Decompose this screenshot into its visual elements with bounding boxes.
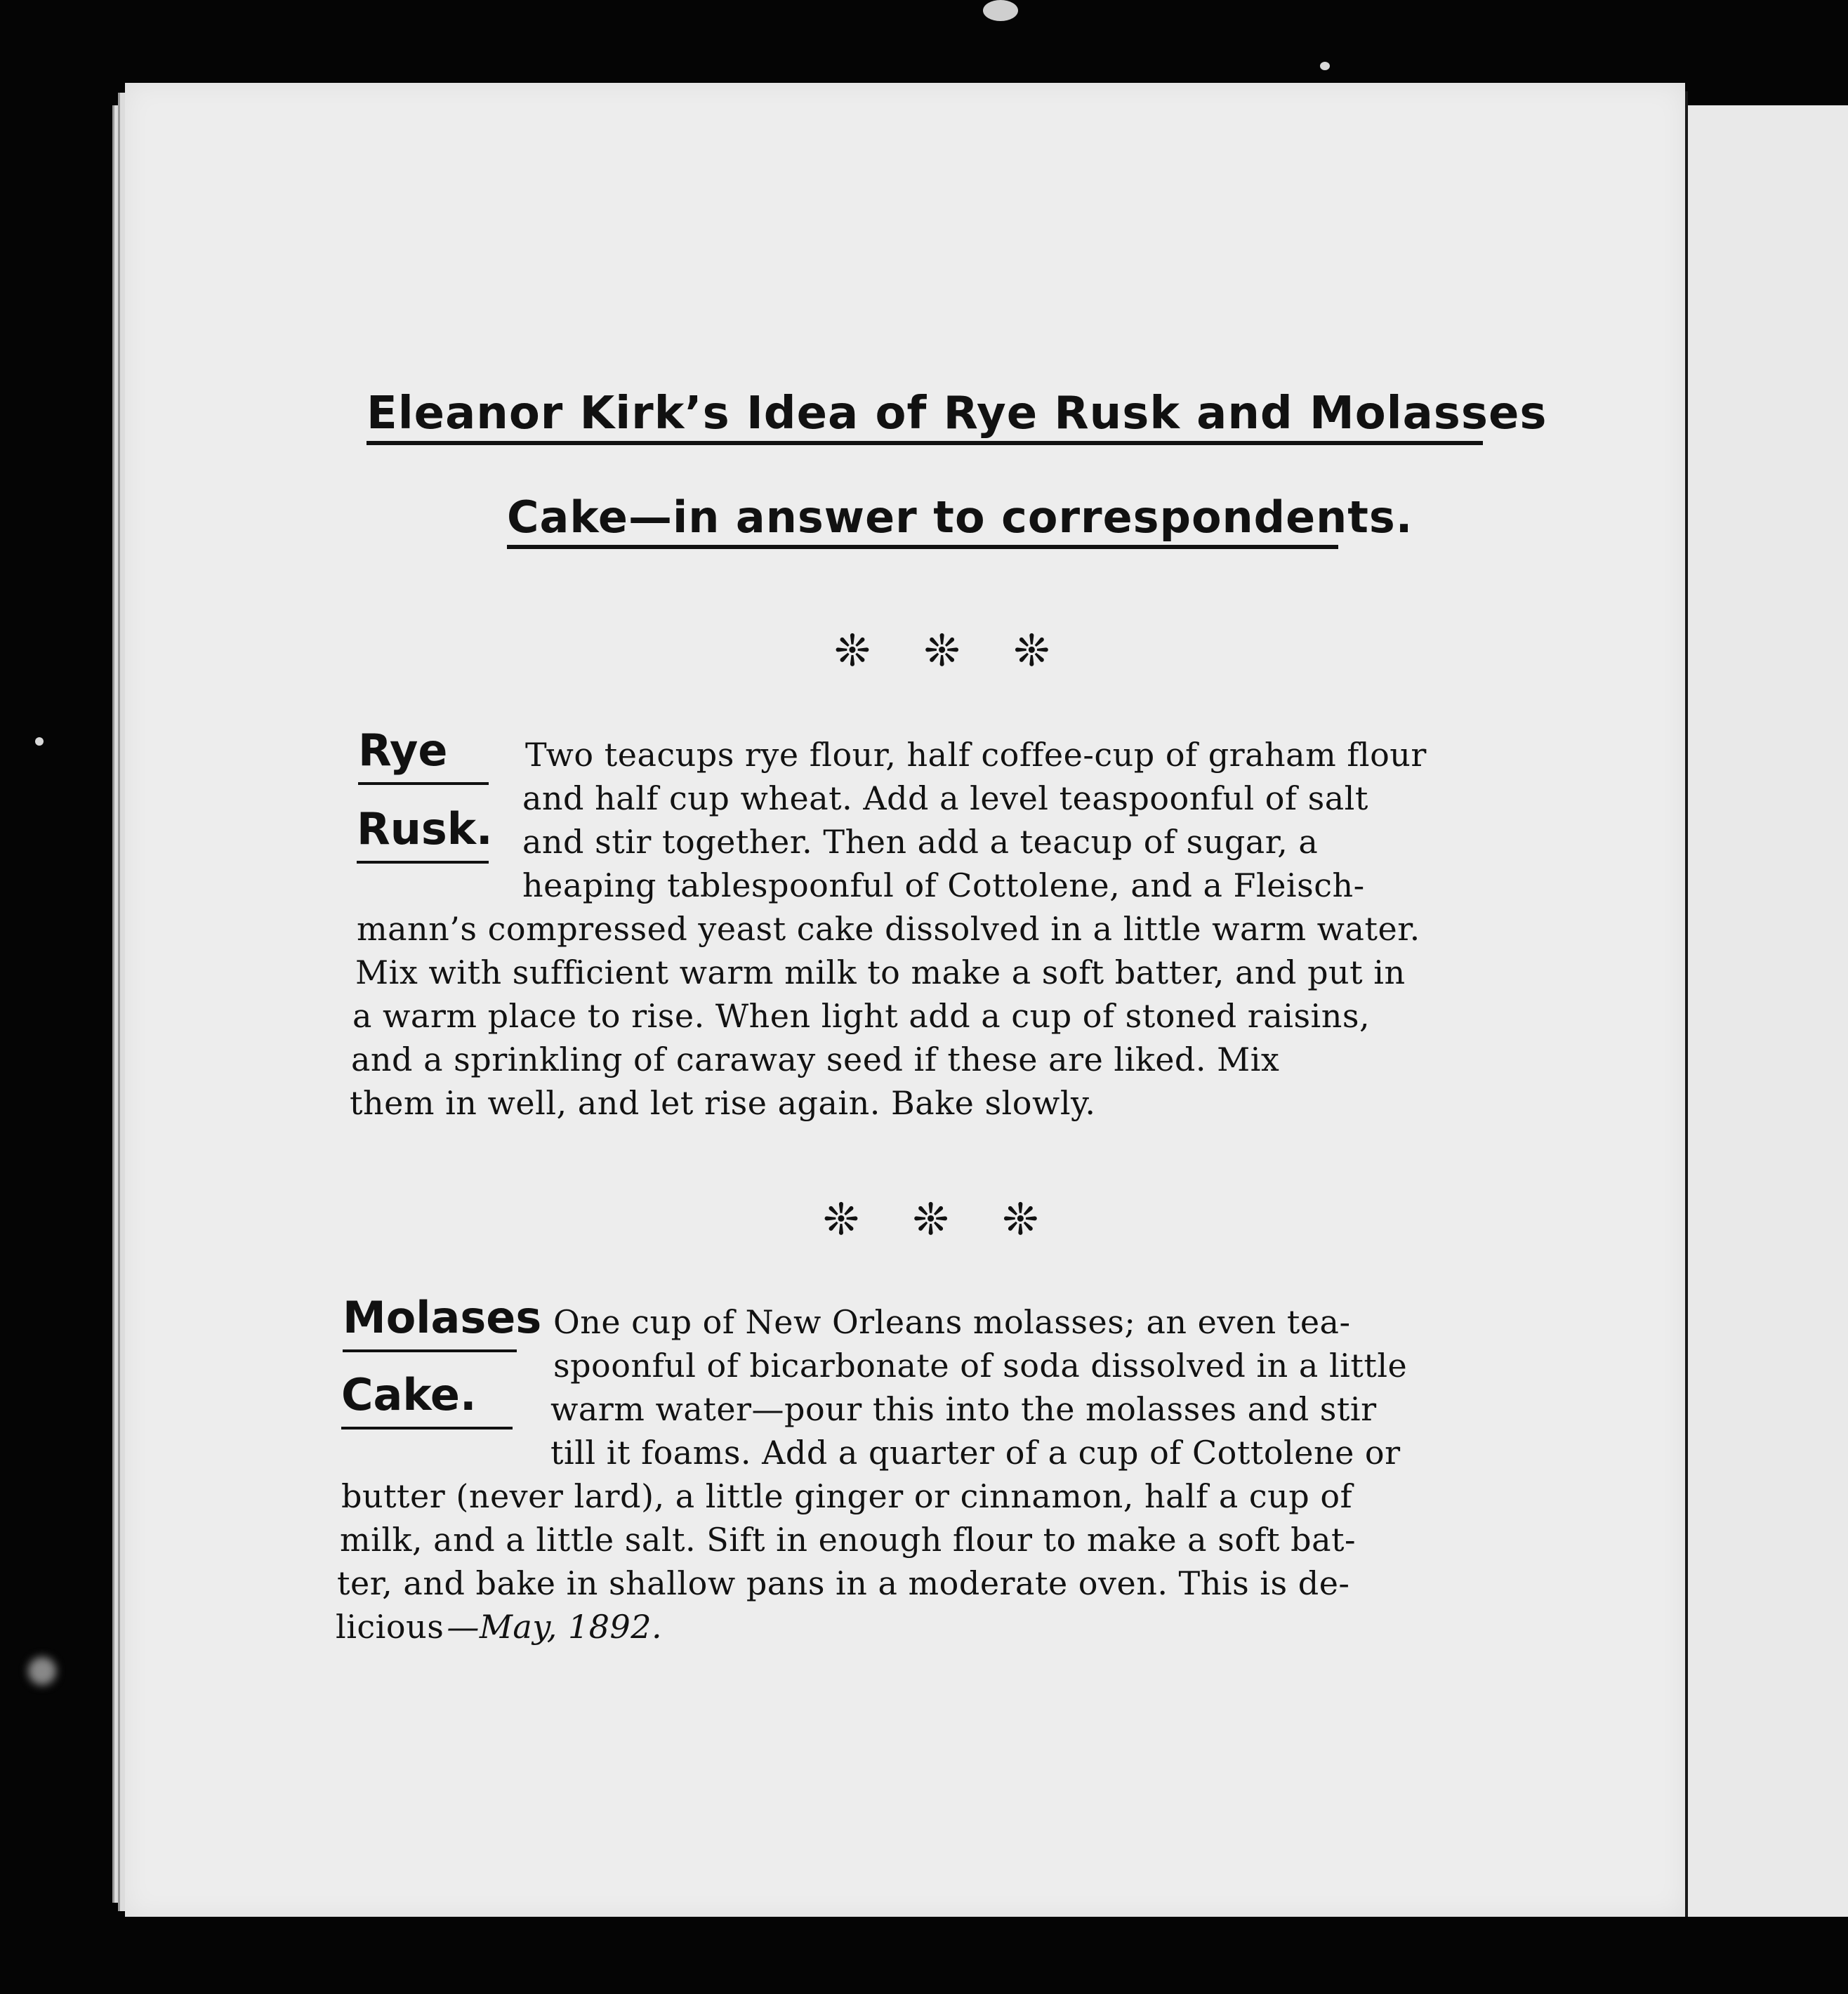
article-title-line-2: Cake—in answer to correspondents.: [507, 491, 1413, 543]
rye-rusk-text-line: mann’s compressed yeast cake dissolved in a little warm water.: [357, 910, 1420, 948]
molasses-cake-heading-line-1: Molases: [343, 1292, 542, 1343]
molasses-cake-text-line: warm water—pour this into the molasses and stir: [550, 1390, 1377, 1428]
ornament-divider: ❊ ❊ ❊: [834, 625, 1070, 676]
molasses-cake-text-line: ter, and bake in shallow pans in a moderate oven. This is de-: [337, 1564, 1350, 1602]
rye-rusk-text-line: and half cup wheat. Add a level teaspoonful of salt: [522, 779, 1368, 817]
molasses-cake-text-line: till it foams. Add a quarter of a cup of Cottolene or: [550, 1434, 1401, 1472]
molasses-cake-text-line: spoonful of bicarbonate of soda dissolved in a little: [553, 1347, 1408, 1385]
rye-rusk-text-line: them in well, and let rise again. Bake slowly.: [350, 1084, 1096, 1122]
scan-speck: [35, 737, 44, 746]
molasses-cake-text-line: licious: [336, 1608, 444, 1646]
scan-speck: [28, 1657, 56, 1685]
title-underline-1: [367, 441, 1483, 445]
scan-speck: [983, 0, 1018, 21]
rye-rusk-heading-line-1: Rye: [358, 725, 448, 776]
cake-heading-underline: [341, 1427, 513, 1430]
rye-rusk-text-line: and a sprinkling of caraway seed if these are liked. Mix: [351, 1041, 1280, 1078]
molasses-cake-last-line: [336, 1608, 662, 1646]
facing-page-edge: [1688, 105, 1848, 1917]
molasses-cake-text-line: milk, and a little salt. Sift in enough flour to make a soft bat-: [340, 1521, 1357, 1559]
molasses-cake-text-line: One cup of New Orleans molasses; an even tea-: [553, 1303, 1351, 1341]
molasses-cake-text-line: butter (never lard), a little ginger or cinnamon, half a cup of: [341, 1477, 1353, 1515]
title-underline-2: [507, 545, 1338, 549]
rye-rusk-text-line: heaping tablespoonful of Cottolene, and a Fleisch-: [522, 866, 1365, 904]
ornament-divider: ❊ ❊ ❊: [823, 1194, 1059, 1245]
rye-heading-underline: [358, 782, 489, 785]
rye-rusk-text-line: and stir together. Then add a teacup of sugar, a: [522, 823, 1319, 861]
dateline: —May, 1892.: [447, 1608, 663, 1646]
molasses-cake-heading-line-2: Cake.: [341, 1369, 477, 1420]
rye-rusk-heading-line-2: Rusk.: [357, 803, 493, 854]
rye-rusk-text-line: a warm place to rise. When light add a cup of stoned raisins,: [352, 997, 1371, 1035]
scan-speck: [1320, 62, 1330, 70]
molasses-heading-underline: [343, 1349, 517, 1352]
rusk-heading-underline: [357, 861, 489, 864]
rye-rusk-text-line: Two teacups rye flour, half coffee-cup of graham flour: [525, 736, 1427, 774]
rye-rusk-text-line: Mix with sufficient warm milk to make a soft batter, and put in: [355, 953, 1406, 991]
article-title-line-1: Eleanor Kirk’s Idea of Rye Rusk and Molasses: [367, 388, 1547, 440]
